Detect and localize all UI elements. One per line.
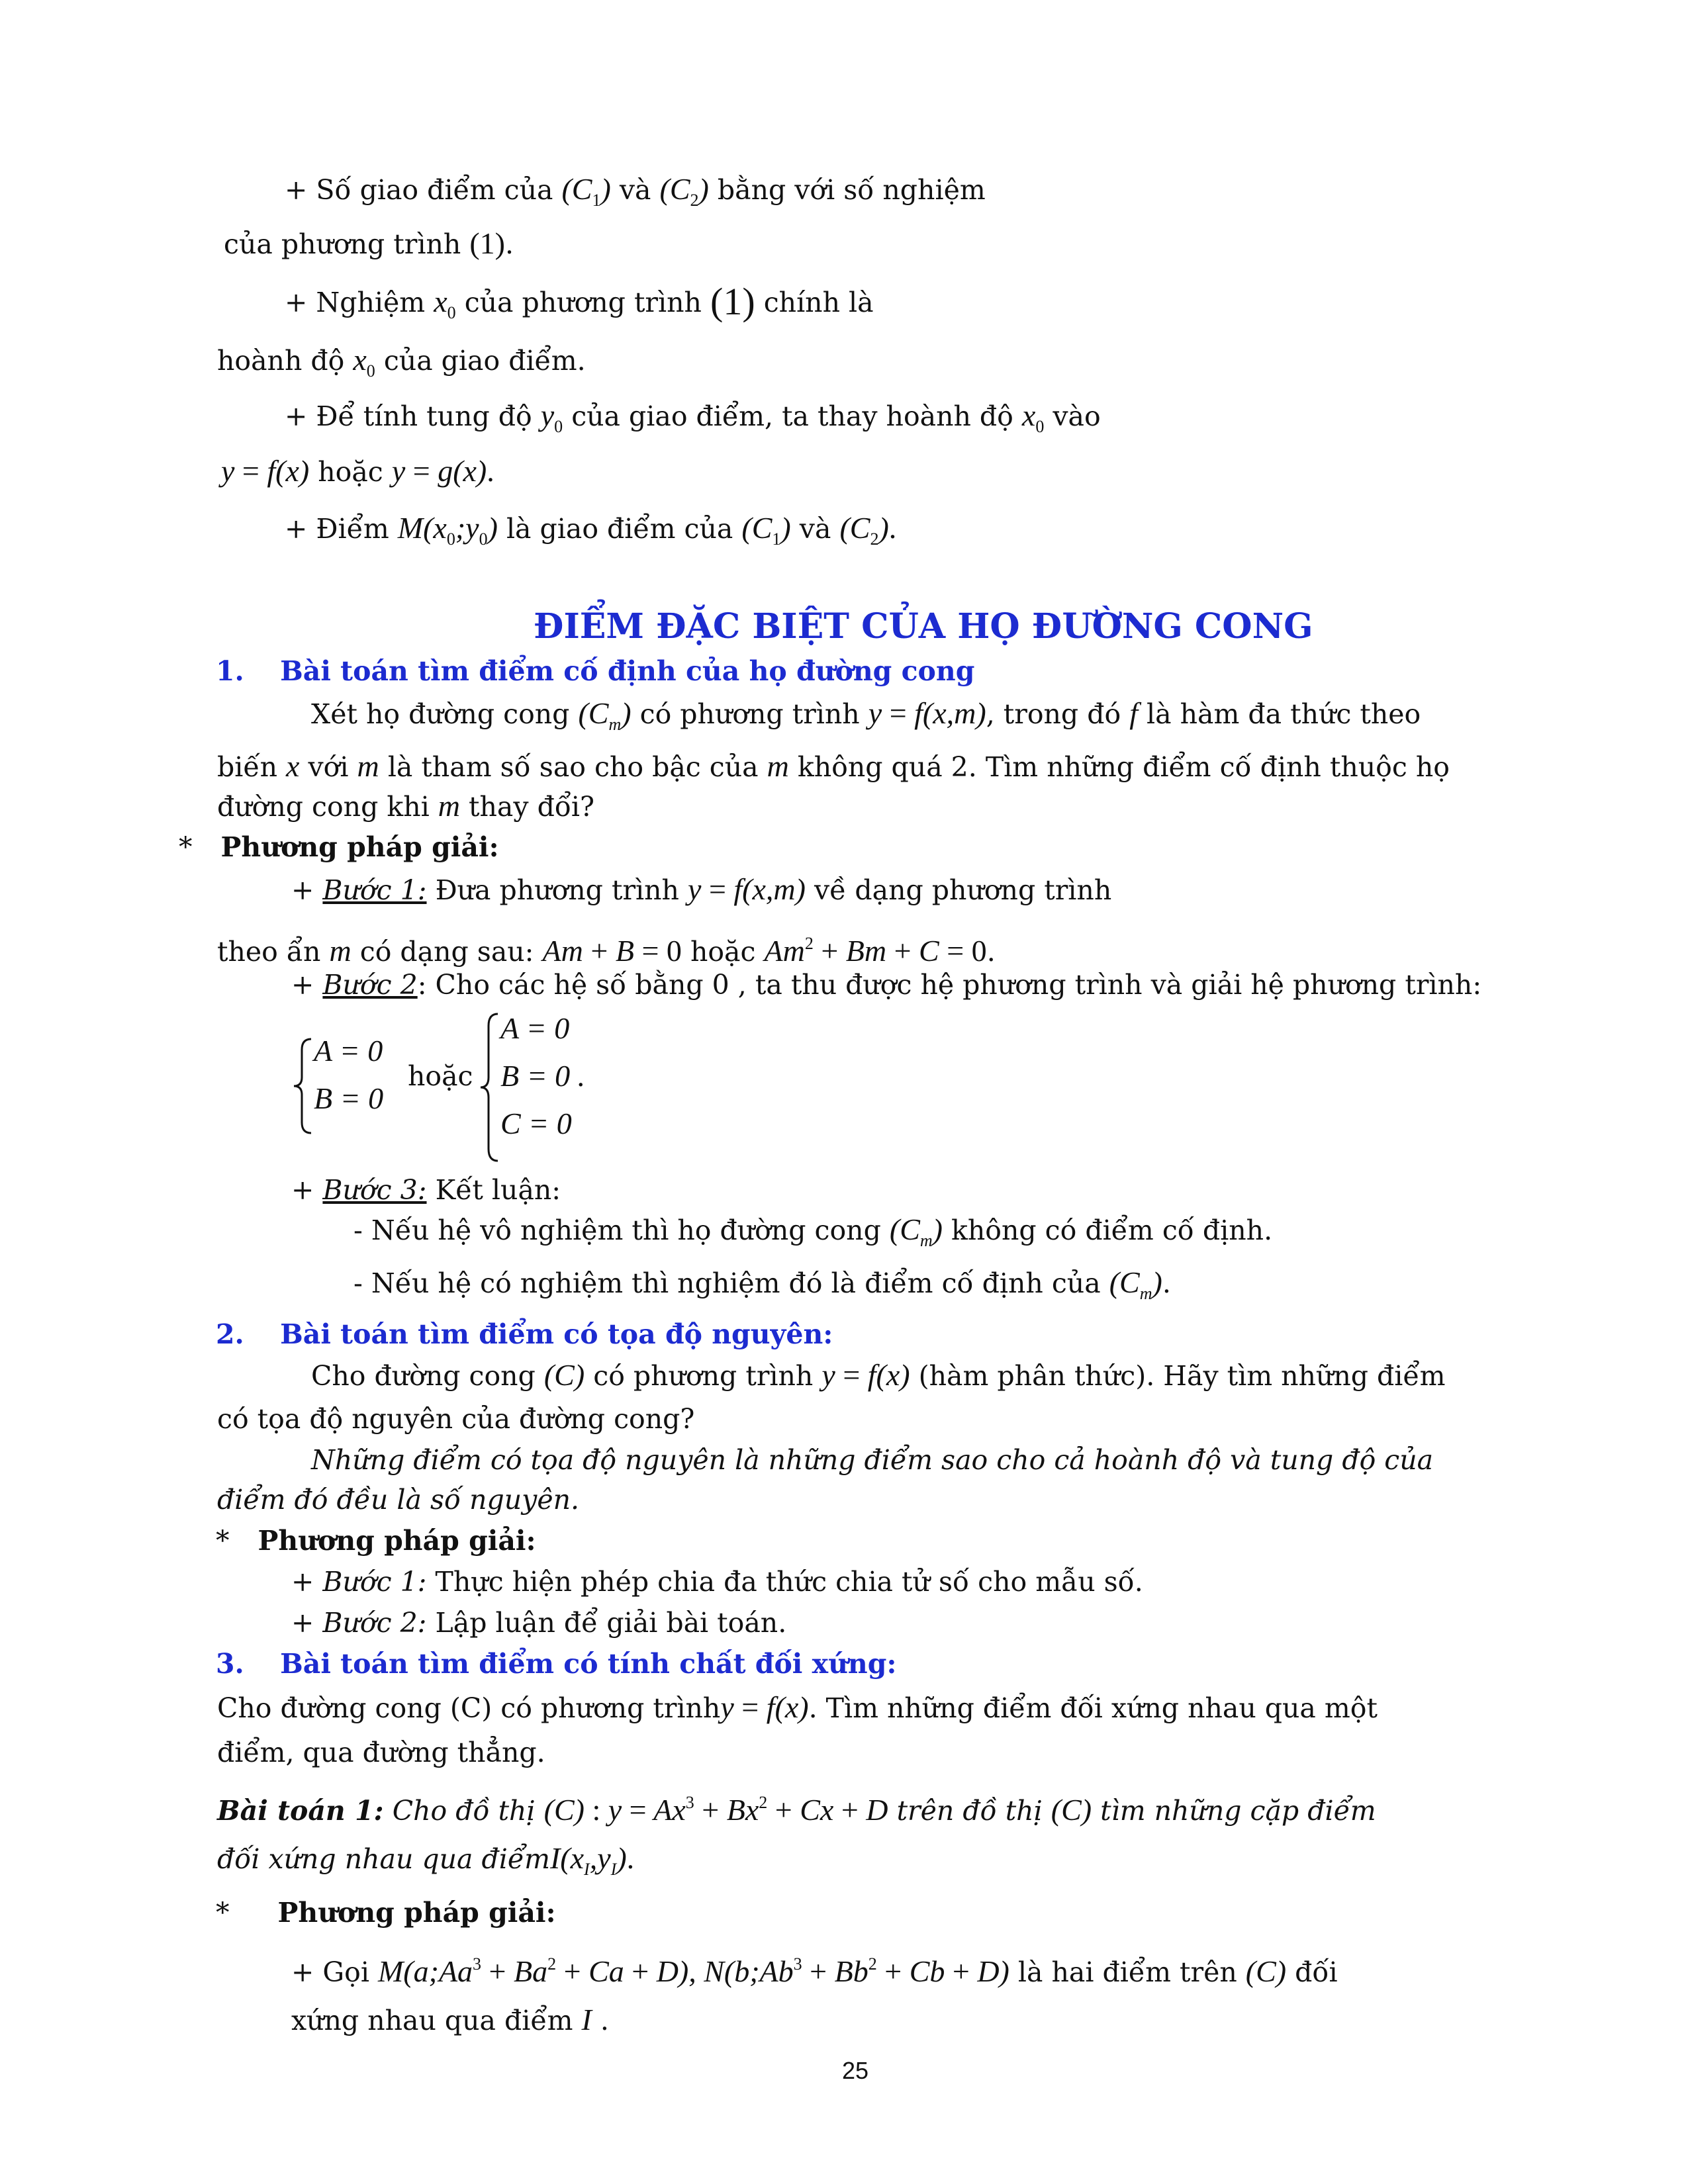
section-heading: ĐIỂM ĐẶC BIỆT CỦA HỌ ĐƯỜNG CONG bbox=[534, 606, 1313, 647]
text: của giao điểm. bbox=[383, 345, 586, 377]
text: đối bbox=[1295, 1956, 1338, 1988]
text: đối xứng nhau qua điểm bbox=[217, 1843, 550, 1875]
text-line: + Để tính tung độ $y_0$ của giao điểm, ta thay hoành độ $x_0$ vào bbox=[285, 398, 1101, 436]
text-line: hoành độ $x_0$ của giao điểm. bbox=[217, 343, 586, 381]
text-line: có tọa độ nguyên của đường cong? bbox=[217, 1403, 695, 1435]
text: và bbox=[799, 513, 831, 545]
section-title: Bài toán tìm điểm có tính chất đối xứng: bbox=[280, 1648, 897, 1680]
text-line: Xét họ đường cong $(C_m)$ có phương trình y = f(x,m), trong đó f là hàm đa thức theo bbox=[311, 696, 1421, 734]
equation-ref: (1) bbox=[710, 280, 755, 323]
text: có phương trình bbox=[593, 1360, 814, 1392]
text: Thực hiện phép chia đa thức chia tử số cho mẫu số. bbox=[435, 1566, 1143, 1598]
text-line: Bài toán 1: Cho đồ thị (C) : $y = Ax^3 + Bx^2 + Cx + D$ trên đồ thị (C) tìm những cặp điểm bbox=[217, 1793, 1376, 1827]
text: . bbox=[504, 228, 514, 260]
equation-ref: (1) bbox=[469, 226, 505, 260]
text: không có điểm cố định. bbox=[951, 1214, 1273, 1246]
text: Phương pháp giải: bbox=[277, 1897, 556, 1929]
text: Phương pháp giải: bbox=[258, 1525, 536, 1557]
text-line: đường cong khi m thay đổi? bbox=[217, 789, 594, 823]
text: bằng với số nghiệm bbox=[717, 174, 986, 206]
text: + Để tính tung độ bbox=[285, 400, 532, 432]
step-label: Bước 1: bbox=[322, 874, 427, 906]
text: theo ẩn bbox=[217, 936, 321, 968]
text: về dạng phương trình bbox=[814, 874, 1112, 906]
text-line: + Điểm $M(x_0;y_0)$ là giao điểm của $(C_1)$ và $(C_2)$. bbox=[285, 511, 897, 549]
text: chính là bbox=[763, 287, 874, 318]
text: là tham số sao cho bậc của bbox=[387, 751, 759, 783]
text-line bbox=[224, 225, 514, 263]
equation: A = 0 bbox=[500, 1011, 570, 1045]
page-number: 25 bbox=[842, 2057, 869, 2084]
text: là hai điểm trên bbox=[1017, 1956, 1237, 1988]
bullet-star: * bbox=[216, 1897, 230, 1929]
step-label: Bước 2 bbox=[322, 969, 418, 1001]
text: có dạng sau: bbox=[359, 936, 534, 968]
text: Đưa phương trình bbox=[435, 874, 679, 906]
bullet-star: * bbox=[179, 831, 193, 863]
text-line: + Bước 3: Kết luận: bbox=[291, 1174, 561, 1206]
text: Lập luận để giải bài toán. bbox=[435, 1607, 787, 1639]
text-line: xứng nhau qua điểm I . bbox=[291, 2003, 609, 2036]
text: Xét họ đường cong bbox=[311, 698, 570, 730]
text-line: điểm đó đều là số nguyên. bbox=[217, 1484, 580, 1516]
section-number: 2. bbox=[216, 1318, 244, 1350]
text-line bbox=[291, 1604, 786, 1641]
text-line: Cho đường cong (C) có phương trình y = f(x) (hàm phân thức). Hãy tìm những điểm bbox=[311, 1358, 1446, 1392]
method-heading bbox=[179, 829, 499, 866]
text: - Nếu hệ vô nghiệm thì họ đường cong bbox=[353, 1214, 881, 1246]
text: Kết luận: bbox=[435, 1174, 561, 1206]
text: Phương pháp giải: bbox=[220, 831, 499, 863]
text: biến bbox=[217, 751, 277, 783]
equation: B = 0 . bbox=[500, 1059, 586, 1093]
text-line: - Nếu hệ có nghiệm thì nghiệm đó là điểm cố định của $(C_m)$. bbox=[353, 1265, 1171, 1303]
section-3-title bbox=[216, 1645, 897, 1682]
equation: A = 0 bbox=[314, 1034, 383, 1068]
text: tìm những cặp điểm bbox=[1100, 1795, 1376, 1827]
left-brace-icon bbox=[291, 1036, 315, 1136]
text: của phương trình bbox=[464, 287, 702, 318]
text-line: đối xứng nhau qua $điểmI(x_I,y_I)$. bbox=[217, 1841, 635, 1879]
section-number: 3. bbox=[216, 1648, 244, 1680]
text: Cho đường cong (C) có phương trình bbox=[217, 1692, 721, 1724]
text: đường cong khi bbox=[217, 791, 430, 823]
text: (hàm phân thức). Hãy tìm những điểm bbox=[918, 1360, 1446, 1392]
text-line: biến x với m là tham số sao cho bậc của m không quá 2. Tìm những điểm cố định thuộc họ bbox=[217, 749, 1450, 783]
text: hoặc bbox=[318, 456, 383, 488]
text: . bbox=[1162, 1267, 1171, 1299]
text: + Số giao điểm của bbox=[285, 174, 553, 206]
text-line: + Số giao điểm của $(C_1)$ và $(C_2)$ bằng với số nghiệm bbox=[285, 172, 986, 210]
text: xứng nhau qua điểm bbox=[291, 2005, 573, 2036]
text-line: - Nếu hệ vô nghiệm thì họ đường cong $(C_m)$ không có điểm cố định. bbox=[353, 1212, 1273, 1250]
text: hoặc bbox=[408, 1060, 473, 1092]
equation: C = 0 bbox=[500, 1107, 572, 1140]
text-line: + Bước 2: Cho các hệ số bằng 0 , ta thu được hệ phương trình và giải hệ phương trình: bbox=[291, 969, 1482, 1001]
text-line: y = f(x) hoặc y = g(x). bbox=[221, 454, 494, 488]
text: của phương trình bbox=[224, 228, 461, 260]
text-line bbox=[291, 1563, 1143, 1600]
problem-label: Bài toán 1: bbox=[217, 1795, 384, 1827]
text-line: theo ẩn m có dạng sau: Am + B = 0 hoặc Am$^2$ + Bm + C = 0. bbox=[217, 934, 996, 968]
text-line: + Gọi M(a;Aa$^3$ + $Ba^2 + Ca + D$), N(b;Ab$^3$ + $Bb^2 + Cb + D$) là hai điểm trên (C) đối bbox=[291, 1954, 1338, 1988]
text: + Gọi bbox=[291, 1956, 369, 1988]
text: Cho đường cong bbox=[311, 1360, 536, 1392]
step-label: + Bước 2: bbox=[291, 1607, 427, 1639]
text: . bbox=[986, 936, 996, 968]
text: + Nghiệm bbox=[285, 287, 426, 318]
text: trên đồ thị bbox=[896, 1795, 1043, 1827]
text: - Nếu hệ có nghiệm thì nghiệm đó là điểm cố định của bbox=[353, 1267, 1101, 1299]
text: , trong đó bbox=[986, 698, 1121, 730]
section-title: Bài toán tìm điểm có tọa độ nguyên: bbox=[280, 1318, 833, 1350]
text: là giao điểm của bbox=[506, 513, 733, 545]
text: hoặc bbox=[690, 936, 756, 968]
text: . Tìm những điểm đối xứng nhau qua một bbox=[808, 1692, 1378, 1724]
section-1-title bbox=[216, 653, 974, 690]
text: Cho đồ thị bbox=[392, 1795, 536, 1827]
method-heading bbox=[216, 1522, 536, 1559]
text: vào bbox=[1053, 400, 1101, 432]
text-line: Những điểm có tọa độ nguyên là những điểm sao cho cả hoành độ và tung độ của bbox=[311, 1444, 1434, 1476]
text: không quá 2. Tìm những điểm cố định thuộc họ bbox=[797, 751, 1450, 783]
text-line: + Bước 1: Đưa phương trình y = f(x,m) về dạng phương trình bbox=[291, 872, 1112, 906]
text-line: Cho đường cong (C) có phương trìnhy = f(x). Tìm những điểm đối xứng nhau qua một bbox=[217, 1690, 1378, 1724]
text: : Cho các hệ số bằng 0 , ta thu được hệ phương trình và giải hệ phương trình: bbox=[417, 969, 1482, 1001]
section-number: 1. bbox=[216, 655, 244, 687]
left-brace-icon bbox=[478, 1011, 502, 1163]
method-heading bbox=[216, 1894, 556, 1931]
step-label: Bước 3: bbox=[322, 1174, 427, 1206]
text: của giao điểm, ta thay hoành độ bbox=[571, 400, 1013, 432]
text: có phương trình bbox=[639, 698, 860, 730]
step-label: + Bước 1: bbox=[291, 1566, 427, 1598]
text: . bbox=[600, 2005, 609, 2036]
text-line: + Nghiệm $x_0$ của phương trình (1) chính là bbox=[285, 280, 874, 323]
section-title: Bài toán tìm điểm cố định của họ đường cong bbox=[280, 655, 975, 687]
bullet-star: * bbox=[216, 1525, 230, 1557]
text: + Điểm bbox=[285, 513, 389, 545]
text: với bbox=[308, 751, 349, 783]
text: hoành độ bbox=[217, 345, 345, 377]
text: là hàm đa thức theo bbox=[1147, 698, 1421, 730]
text: và bbox=[619, 174, 651, 206]
equation: B = 0 bbox=[314, 1081, 384, 1115]
text-line: điểm, qua đường thẳng. bbox=[217, 1737, 545, 1768]
text: thay đổi? bbox=[469, 791, 594, 823]
section-2-title bbox=[216, 1316, 833, 1353]
